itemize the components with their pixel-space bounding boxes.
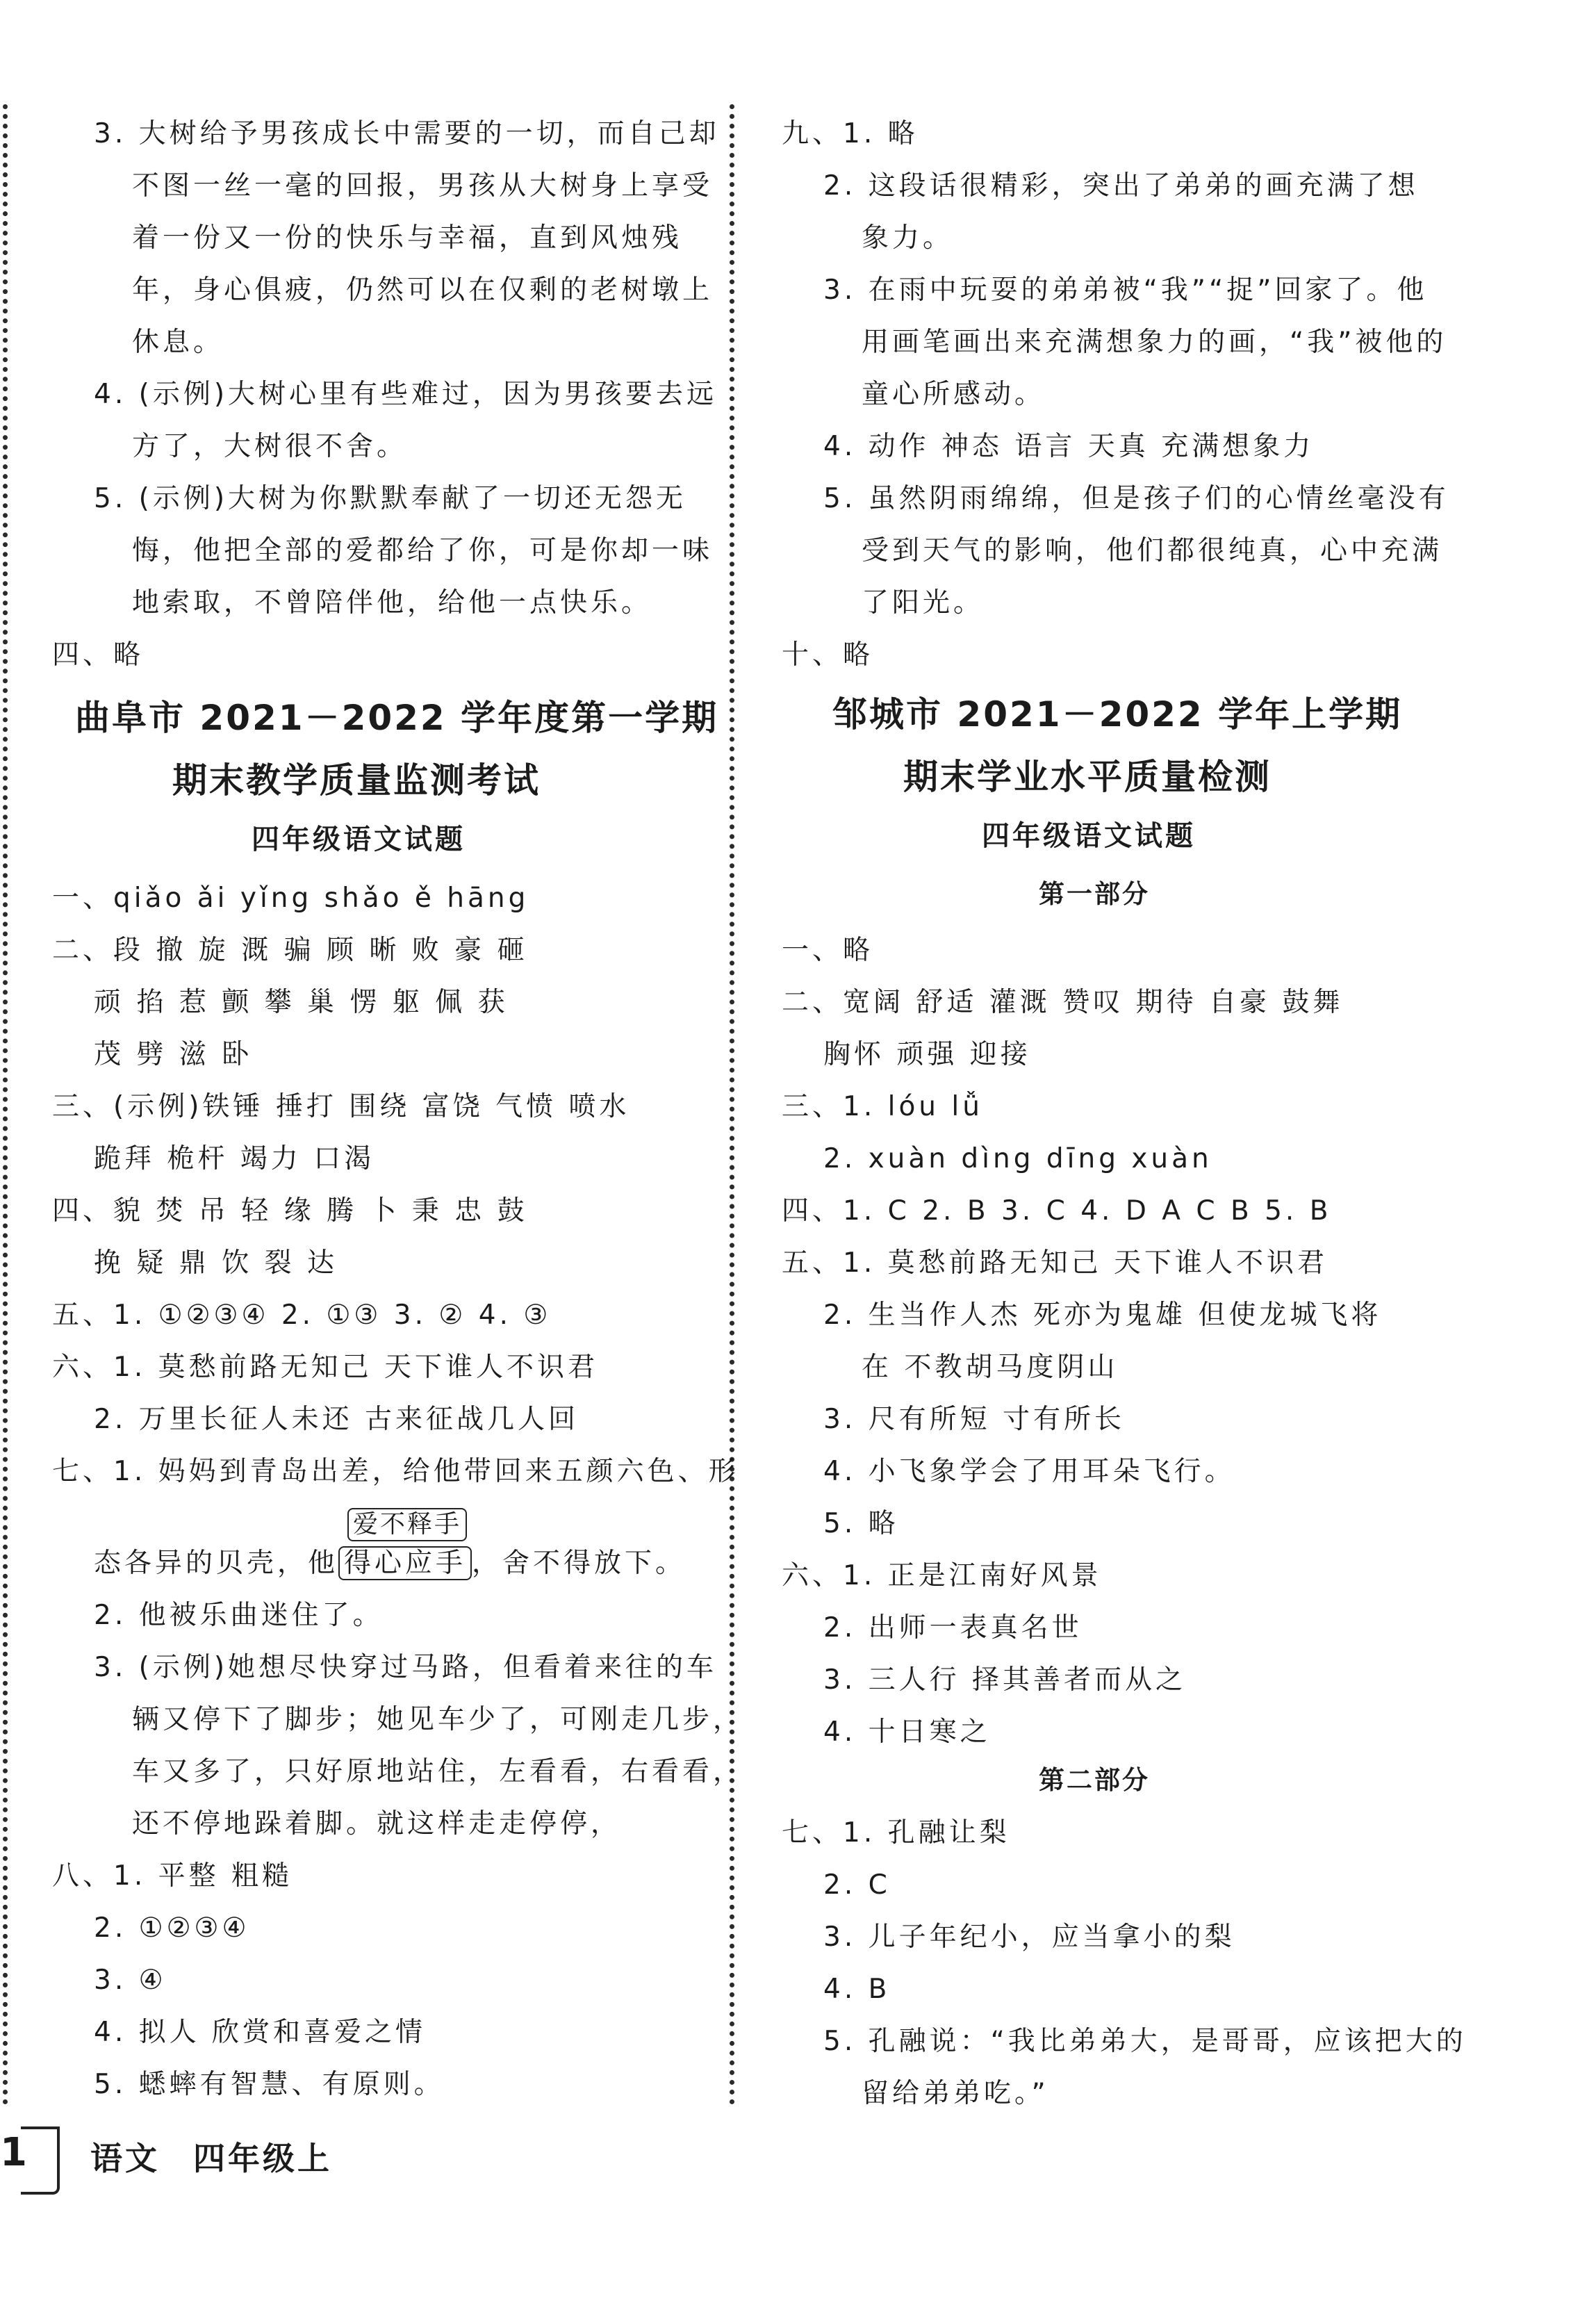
answer-line: 四、1. C 2. B 3. C 4. D A C B 5. B: [782, 1195, 1332, 1227]
answer-line: 2. 生当作人杰 死亦为鬼雄 但使龙城飞将: [823, 1300, 1382, 1331]
answer-line: 三、1. lóu lǚ: [782, 1091, 983, 1122]
binding-dots-center: [730, 104, 734, 2106]
text-line: 2. 这段话很精彩，突出了弟弟的画充满了想: [823, 170, 1419, 202]
answer-line: 5. 略: [823, 1508, 899, 1539]
answer-line: 2. 他被乐曲迷住了。: [94, 1600, 384, 1631]
answer-line: 4. 小飞象学会了用耳朵飞行。: [823, 1456, 1235, 1487]
answer-line: 3. 三人行 择其善者而从之: [823, 1664, 1187, 1696]
text-line: 4. (示例)大树心里有些难过，因为男孩要去远: [94, 379, 718, 410]
exam-title: 曲阜市 2021－2022 学年度第一学期: [75, 698, 719, 738]
boxed-word: 得心应手: [338, 1546, 472, 1580]
answer-line: 车又多了，只好原地站住，左看看，右看看，: [132, 1756, 744, 1787]
text-line: 不图一丝一毫的回报，男孩从大树身上享受: [132, 170, 714, 202]
answer-line: 七、1. 孔融让梨: [782, 1817, 1010, 1849]
answer-line: 3. 儿子年纪小，应当拿小的梨: [823, 1921, 1235, 1953]
answer-line: 三、(示例)铁锤 捶打 围绕 富饶 气愤 喷水: [52, 1091, 630, 1122]
text-line: 童心所感动。: [862, 379, 1046, 410]
answer-line: 2. xuàn dìng dīng xuàn: [823, 1143, 1212, 1174]
book-icon: [21, 2126, 60, 2195]
answer-line: 五、1. 莫愁前路无知己 天下谁人不识君: [782, 1247, 1328, 1279]
text-line: 象力。: [862, 222, 954, 254]
text-line: 悔，他把全部的爱都给了你，可是你却一味: [132, 535, 714, 566]
answer-line: 2. 出师一表真名世: [823, 1612, 1083, 1644]
section-heading: 十、略: [782, 639, 874, 671]
answer-line: 五、1. ①②③④ 2. ①③ 3. ② 4. ③: [52, 1300, 552, 1331]
text-line: 4. 动作 神态 语言 天真 充满想象力: [823, 431, 1315, 462]
text-line: 着一份又一份的快乐与幸福，直到风烛残: [132, 222, 683, 254]
correction-mark: 爱不释手: [347, 1508, 467, 1541]
text-line: 方了，大树很不舍。: [132, 431, 408, 462]
part-heading: 第二部分: [1039, 1765, 1150, 1795]
answer-line: 还不停地跺着脚。就这样走走停停，: [132, 1808, 622, 1839]
answer-line: 六、1. 正是江南好风景: [782, 1560, 1102, 1591]
exam-title: 邹城市 2021－2022 学年上学期: [832, 694, 1403, 735]
exam-subtitle: 四年级语文试题: [982, 820, 1196, 852]
answer-line: 4. 十日寒之: [823, 1716, 991, 1748]
answer-line: 八、1. 平整 粗糙: [52, 1860, 293, 1892]
page-number: 1: [0, 2130, 27, 2175]
text-line: 休息。: [132, 327, 224, 358]
section-heading: 九、1. 略: [782, 118, 919, 149]
text-line: 5. (示例)大树为你默默奉献了一切还无怨无: [94, 483, 687, 514]
answer-line: 二、宽阔 舒适 灌溉 赞叹 期待 自豪 鼓舞: [782, 987, 1344, 1018]
answer-line: 3. ④: [94, 1965, 167, 1996]
exam-title-line2: 期末教学质量监测考试: [172, 760, 541, 801]
text-line: 年，身心俱疲，仍然可以在仅剩的老树墩上: [132, 274, 714, 306]
part-heading: 第一部分: [1039, 879, 1150, 909]
exam-title-line2: 期末学业水平质量检测: [903, 757, 1272, 797]
answer-line: 4. B: [823, 1974, 891, 2005]
answer-line: 胸怀 顽强 迎接: [823, 1039, 1031, 1070]
text-line: 地索取，不曾陪伴他，给他一点快乐。: [132, 587, 652, 618]
answer-line: 四、貌 焚 吊 轻 缘 腾 卜 秉 忠 鼓: [52, 1195, 528, 1227]
footer-label: [90, 2133, 332, 2179]
answer-text: 态各异的贝壳，他: [94, 1548, 339, 1579]
answer-line: 3. 尺有所短 寸有所长: [823, 1404, 1126, 1435]
section-heading: 四、略: [52, 639, 145, 671]
text-line: 5. 虽然阴雨绵绵，但是孩子们的心情丝毫没有: [823, 483, 1449, 514]
exam-subtitle: 四年级语文试题: [252, 823, 466, 855]
answer-line: 在 不教胡马度阴山: [862, 1352, 1119, 1383]
answer-line: 5. 孔融说：“我比弟弟大，是哥哥，应该把大的: [823, 2026, 1467, 2057]
text-line: 3. 大树给予男孩成长中需要的一切，而自己却: [94, 118, 720, 149]
answer-line: 二、段 撤 旋 溉 骗 顾 晰 败 豪 砸: [52, 935, 528, 966]
answer-line: 4. 拟人 欣赏和喜爱之情: [94, 2017, 427, 2048]
answer-line: 辆又停下了脚步；她见车少了，可刚走几步，: [132, 1704, 744, 1735]
footer-subject: 语文: [90, 2140, 160, 2177]
answer-line: 跪拜 桅杆 竭力 口渴: [94, 1143, 375, 1174]
answer-line: 茂 劈 滋 卧: [94, 1039, 253, 1070]
answer-line: [94, 1546, 686, 1581]
answer-line: 5. 蟋蟀有智慧、有原则。: [94, 2069, 445, 2100]
footer-grade: 四年级上: [193, 2140, 332, 2177]
text-line: 用画笔画出来充满想象力的画，“我”被他的: [862, 327, 1447, 358]
answer-line: 留给弟弟吃。”: [862, 2078, 1049, 2109]
answer-line: 2. C: [823, 1869, 891, 1901]
answer-line: 一、qiǎo ǎi yǐng shǎo ě hāng: [52, 883, 529, 914]
text-line: 受到天气的影响，他们都很纯真，心中充满: [862, 535, 1443, 566]
answer-text: ，舍不得放下。: [472, 1548, 686, 1579]
text-line: 了阳光。: [862, 587, 985, 618]
answer-line: 2. ①②③④: [94, 1912, 250, 1944]
binding-dots-left: [3, 104, 8, 2106]
text-line: 3. 在雨中玩耍的弟弟被“我”“捉”回家了。他: [823, 274, 1428, 306]
answer-line: 2. 万里长征人未还 古来征战几人回: [94, 1404, 579, 1435]
answer-line: 六、1. 莫愁前路无知己 天下谁人不识君: [52, 1352, 599, 1383]
answer-line: 顽 掐 惹 颤 攀 巢 愣 躯 佩 获: [94, 987, 509, 1018]
answer-line: 一、略: [782, 935, 874, 966]
answer-line: 挽 疑 鼎 饮 裂 达: [94, 1247, 338, 1279]
answer-line: 3. (示例)她想尽快穿过马路，但看着来往的车: [94, 1652, 718, 1683]
answer-line: 七、1. 妈妈到青岛出差，给他带回来五颜六色、形: [52, 1456, 739, 1487]
